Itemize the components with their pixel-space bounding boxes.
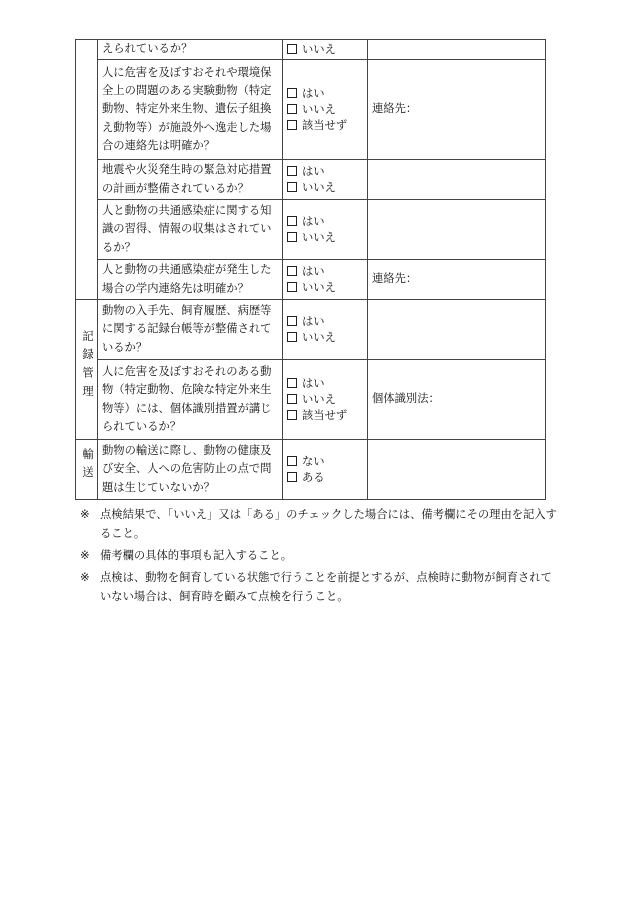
checkbox-icon[interactable] xyxy=(287,378,297,388)
options-cell xyxy=(283,160,368,200)
table-row xyxy=(76,40,546,60)
checkbox-option[interactable] xyxy=(287,376,363,392)
option-label: はい xyxy=(302,314,325,328)
option-label: はい xyxy=(302,86,325,100)
checkbox-icon[interactable] xyxy=(287,394,297,404)
checkbox-option[interactable] xyxy=(287,102,363,118)
checkbox-icon[interactable] xyxy=(287,104,297,114)
checkbox-icon[interactable] xyxy=(287,410,297,420)
options-cell xyxy=(283,360,368,440)
checklist-table xyxy=(75,39,546,500)
checkbox-icon[interactable] xyxy=(287,316,297,326)
option-label: いいえ xyxy=(302,180,336,194)
options-cell xyxy=(283,300,368,360)
remarks-cell[interactable] xyxy=(368,440,546,500)
category-label: 輸送 xyxy=(81,448,94,485)
option-label: 該当せず xyxy=(302,408,348,422)
checkbox-icon[interactable] xyxy=(287,166,297,176)
remarks-cell[interactable]: 連絡先： xyxy=(368,60,546,160)
category-cell xyxy=(76,300,98,440)
checkbox-option[interactable] xyxy=(287,408,363,424)
option-label: いいえ xyxy=(302,280,336,294)
category-cell-blank xyxy=(76,40,98,300)
checkbox-icon[interactable] xyxy=(287,332,297,342)
options-cell xyxy=(283,260,368,300)
remarks-cell[interactable]: 連絡先： xyxy=(368,260,546,300)
checkbox-option[interactable] xyxy=(287,42,363,58)
checkbox-option[interactable] xyxy=(287,86,363,102)
checkbox-icon[interactable] xyxy=(287,44,297,54)
question-cell: 人に危害を及ぼすおそれのある動物（特定動物、危険な特定外来生物等）には、個体識別措置が講じられているか？ xyxy=(98,360,283,440)
checkbox-option[interactable] xyxy=(287,164,363,180)
remarks-cell[interactable] xyxy=(368,200,546,260)
question-cell: えられているか？ xyxy=(98,40,283,60)
table-row xyxy=(76,440,546,500)
checkbox-option[interactable] xyxy=(287,280,363,296)
reference-mark: ※ xyxy=(80,571,90,584)
checkbox-option[interactable] xyxy=(287,214,363,230)
footnote-item xyxy=(80,568,560,606)
checkbox-option[interactable] xyxy=(287,264,363,280)
remarks-cell[interactable] xyxy=(368,160,546,200)
option-label: いいえ xyxy=(302,102,336,116)
checkbox-icon[interactable] xyxy=(287,120,297,130)
reference-mark: ※ xyxy=(80,508,90,521)
option-label: いいえ xyxy=(302,230,336,244)
question-cell: 動物の輸送に際し、動物の健康及び安全、人への危害防止の点で問題は生じていないか？ xyxy=(98,440,283,500)
question-cell: 人と動物の共通感染症が発生した場合の学内連絡先は明確か？ xyxy=(98,260,283,300)
table-row xyxy=(76,360,546,440)
checkbox-option[interactable] xyxy=(287,392,363,408)
question-cell: 人に危害を及ぼすおそれや環境保全上の問題のある実験動物（特定動物、特定外来生物、遺伝子組換え動物等）が施設外へ逸走した場合の連絡先は明確か？ xyxy=(98,60,283,160)
option-label: はい xyxy=(302,376,325,390)
reference-mark: ※ xyxy=(80,549,90,562)
option-label: いいえ xyxy=(302,330,336,344)
checkbox-option[interactable] xyxy=(287,454,363,470)
category-label: 記録管理 xyxy=(81,329,94,403)
table-row xyxy=(76,260,546,300)
question-cell: 人と動物の共通感染症に関する知識の習得、情報の収集はされているか？ xyxy=(98,200,283,260)
checkbox-option[interactable] xyxy=(287,470,363,486)
option-label: はい xyxy=(302,264,325,278)
footnote-item xyxy=(80,505,560,543)
checkbox-icon[interactable] xyxy=(287,456,297,466)
footnote-text: 備考欄の具体的事項も記入すること。 xyxy=(100,549,293,562)
options-cell xyxy=(283,200,368,260)
option-label: いいえ xyxy=(302,392,336,406)
options-cell xyxy=(283,440,368,500)
checkbox-icon[interactable] xyxy=(287,88,297,98)
category-cell xyxy=(76,440,98,500)
table-row xyxy=(76,160,546,200)
option-label: いいえ xyxy=(302,42,336,56)
remarks-cell[interactable]: 個体識別法： xyxy=(368,360,546,440)
footnote-text: 点検結果で、「いいえ」又は「ある」のチェックした場合には、備考欄にその理由を記入すること。 xyxy=(100,508,557,540)
checkbox-icon[interactable] xyxy=(287,232,297,242)
checkbox-option[interactable] xyxy=(287,180,363,196)
footnote-text: 点検は、動物を飼育している状態で行うことを前提とするが、点検時に動物が飼育されていない場合は、飼育時を顧みて点検を行うこと。 xyxy=(100,571,552,603)
checkbox-icon[interactable] xyxy=(287,282,297,292)
footnote-item xyxy=(80,546,560,565)
checkbox-icon[interactable] xyxy=(287,182,297,192)
option-label: はい xyxy=(302,164,325,178)
checkbox-icon[interactable] xyxy=(287,216,297,226)
option-label: はい xyxy=(302,214,325,228)
checkbox-option[interactable] xyxy=(287,330,363,346)
checkbox-icon[interactable] xyxy=(287,266,297,276)
remarks-cell[interactable] xyxy=(368,40,546,60)
footnotes xyxy=(80,505,560,609)
options-cell xyxy=(283,40,368,60)
option-label: ある xyxy=(302,470,325,484)
option-label: ない xyxy=(302,454,325,468)
checkbox-option[interactable] xyxy=(287,118,363,134)
question-cell: 地震や火災発生時の緊急対応措置の計画が整備されているか？ xyxy=(98,160,283,200)
remarks-cell[interactable] xyxy=(368,300,546,360)
option-label: 該当せず xyxy=(302,118,348,132)
checkbox-option[interactable] xyxy=(287,230,363,246)
checkbox-option[interactable] xyxy=(287,314,363,330)
table-row xyxy=(76,60,546,160)
checkbox-icon[interactable] xyxy=(287,472,297,482)
options-cell xyxy=(283,60,368,160)
table-row xyxy=(76,200,546,260)
table-row xyxy=(76,300,546,360)
question-cell: 動物の入手先、飼育履歴、病歴等に関する記録台帳等が整備されているか？ xyxy=(98,300,283,360)
